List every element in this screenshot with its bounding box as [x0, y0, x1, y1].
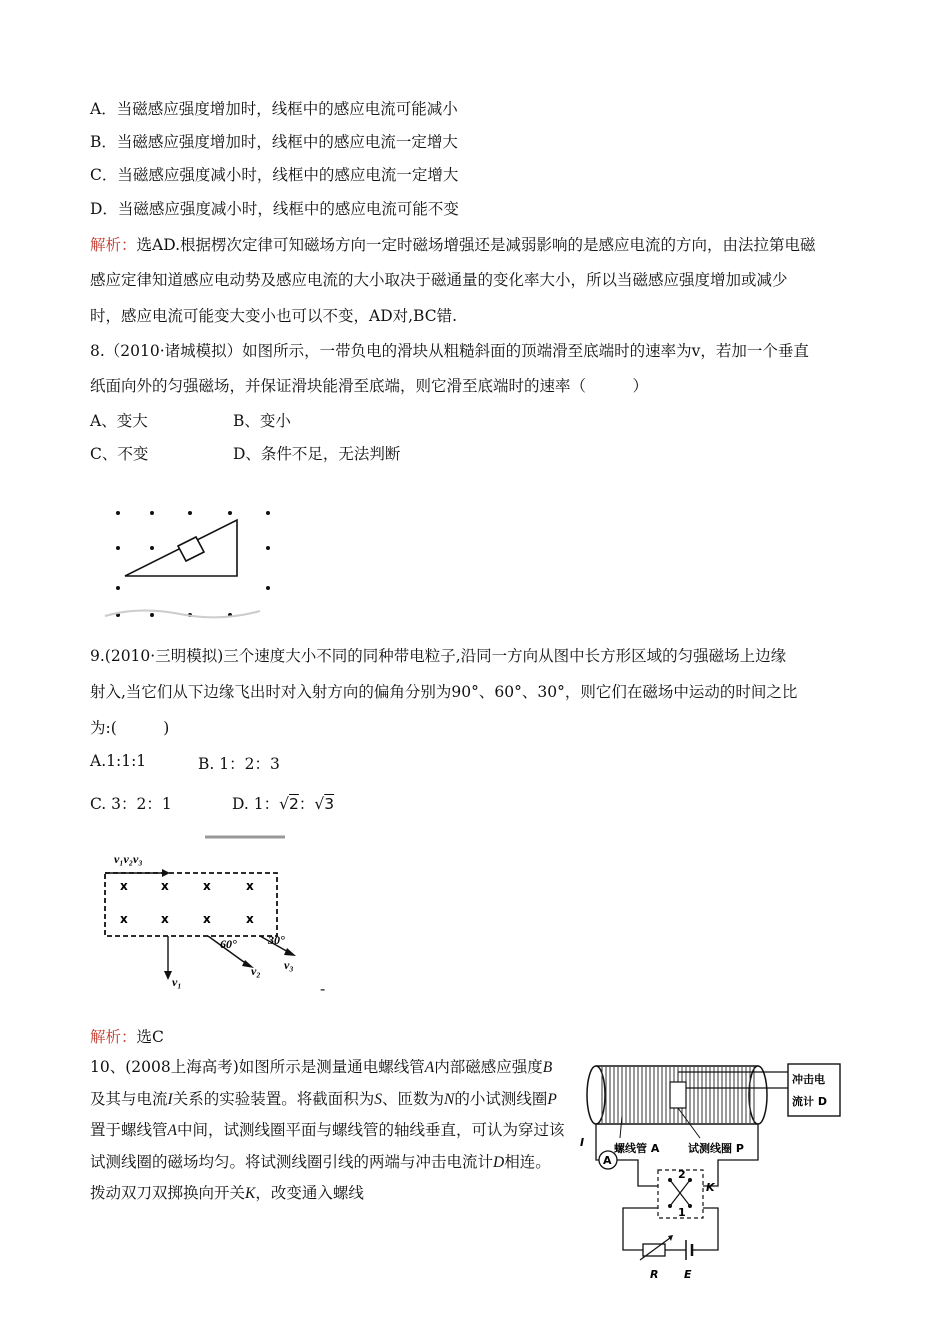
field-dots [116, 511, 270, 617]
q8-option-b: B、变小 [233, 412, 291, 430]
q9-stem-line-1: 9.(2010·三明模拟)三个速度大小不同的同种带电粒子,沿同一方向从图中长方形区域的匀强磁场上边缘 [90, 647, 787, 665]
q8-stem-line-1: 8.（2010·诸城模拟）如图所示，一带负电的滑块从粗糙斜面的顶端滑至底端时的速率为v，若加一个垂直 [90, 342, 809, 360]
q9-stem-line-3: 为:( ) [90, 719, 170, 737]
coil-label: 试测线圈 P [688, 1142, 744, 1155]
q7-analysis-line-1 [90, 233, 816, 255]
q7-option-d: D．当磁感应强度减小时，线框中的感应电流可能不变 [90, 200, 459, 218]
current-label: I [580, 1136, 585, 1149]
analysis-text: 选C [136, 1028, 164, 1046]
solenoid-apparatus-figure [578, 1058, 848, 1283]
svg-text:x: x [203, 879, 211, 893]
separator: ： [298, 795, 315, 813]
svg-text:x: x [161, 879, 169, 893]
analysis-label: 解析： [90, 236, 137, 254]
q9-option-c: C. 3：2：1 [90, 795, 172, 813]
angle-30-label: 30° [268, 933, 285, 947]
q7-analysis-line-3: 时，感应电流可能变大变小也可以不变，AD对,BC错. [90, 307, 458, 325]
field-region-figure [100, 835, 335, 995]
emf-label: E [684, 1268, 692, 1281]
q10-paragraph: 10、(2008上海高考)如图所示是测量通电螺线管A内部磁感应强度B及其与电流I关系的实验装置。将截面积为S、匝数为N的小试测线圈P置于螺线管A中间，试测线圈平面与螺线管的轴线垂直，可认为穿过该试测线圈的磁场均匀。将试测线圈引线的两端与冲击电流计D相连。拨动双刀双掷换向开关K，改变通入螺线 [90, 1058, 565, 1202]
q8-option-c: C、不变 [90, 445, 149, 463]
ballistic-galvanometer [788, 1064, 840, 1116]
sqrt-2: √2 [279, 795, 299, 813]
v2-label: v₂ [251, 964, 261, 978]
option-d-prefix: D. 1： [232, 795, 280, 813]
slider-block [178, 537, 204, 561]
svg-text:x: x [120, 912, 128, 926]
svg-text:x: x [120, 879, 128, 893]
galvanometer-label-2: 流计 D [792, 1095, 827, 1108]
q8-stem-line-2: 纸面向外的匀强磁场，并保证滑块能滑至底端，则它滑至底端时的速率（ ） [90, 377, 649, 395]
svg-text:x: x [203, 912, 211, 926]
scan-smudge [105, 610, 260, 617]
q9-stem-line-2: 射入,当它们从下边缘飞出时对入射方向的偏角分别为90°、60°、30°，则它们在磁场中运动的时间之比 [90, 683, 798, 701]
q7-option-b: B．当磁感应强度增加时，线框中的感应电流一定增大 [90, 133, 458, 151]
q8-option-d: D、条件不足，无法判断 [233, 445, 401, 463]
switch-label: K [706, 1181, 715, 1194]
q9-option-d [232, 792, 334, 814]
q9-option-a: A.1:1:1 [90, 752, 147, 770]
switch-pos-2: 2 [678, 1168, 686, 1181]
q7-option-a: A．当磁感应强度增加时，线框中的感应电流可能减小 [90, 100, 458, 118]
q9-option-b: B. 1：2：3 [198, 755, 280, 773]
galvanometer-label-1: 冲击电 [792, 1073, 825, 1086]
angle-60-label: 60° [220, 937, 237, 951]
solenoid-label: 螺线管 A [614, 1142, 660, 1155]
v123-label: v₁v₂v₃ [114, 852, 143, 866]
q7-option-c: C．当磁感应强度减小时，线框中的感应电流一定增大 [90, 166, 459, 184]
stray-dash: - [320, 980, 326, 998]
field-crosses [120, 879, 254, 926]
sqrt-3: √3 [314, 795, 335, 813]
v1-label: v₁ [172, 975, 182, 989]
v3-label: v₃ [284, 958, 294, 972]
svg-text:x: x [161, 912, 169, 926]
q8-option-a: A、变大 [90, 412, 148, 430]
test-coil [670, 1082, 686, 1108]
q7-analysis-line-2: 感应定律知道感应电动势及感应电流的大小取决于磁通量的变化率大小，所以当磁感应强度增加或减少 [90, 271, 788, 289]
svg-text:x: x [246, 879, 254, 893]
svg-text:x: x [246, 912, 254, 926]
q9-analysis [90, 1025, 164, 1047]
ammeter-label: A [603, 1154, 612, 1167]
analysis-label: 解析： [90, 1028, 137, 1046]
analysis-text: 选AD.根据楞次定律可知磁场方向一定时磁场增强还是减弱影响的是感应电流的方向，由法拉第电磁 [136, 236, 816, 254]
incline-figure [100, 498, 290, 623]
switch-pos-1: 1 [678, 1206, 686, 1219]
resistor-label: R [650, 1268, 659, 1281]
